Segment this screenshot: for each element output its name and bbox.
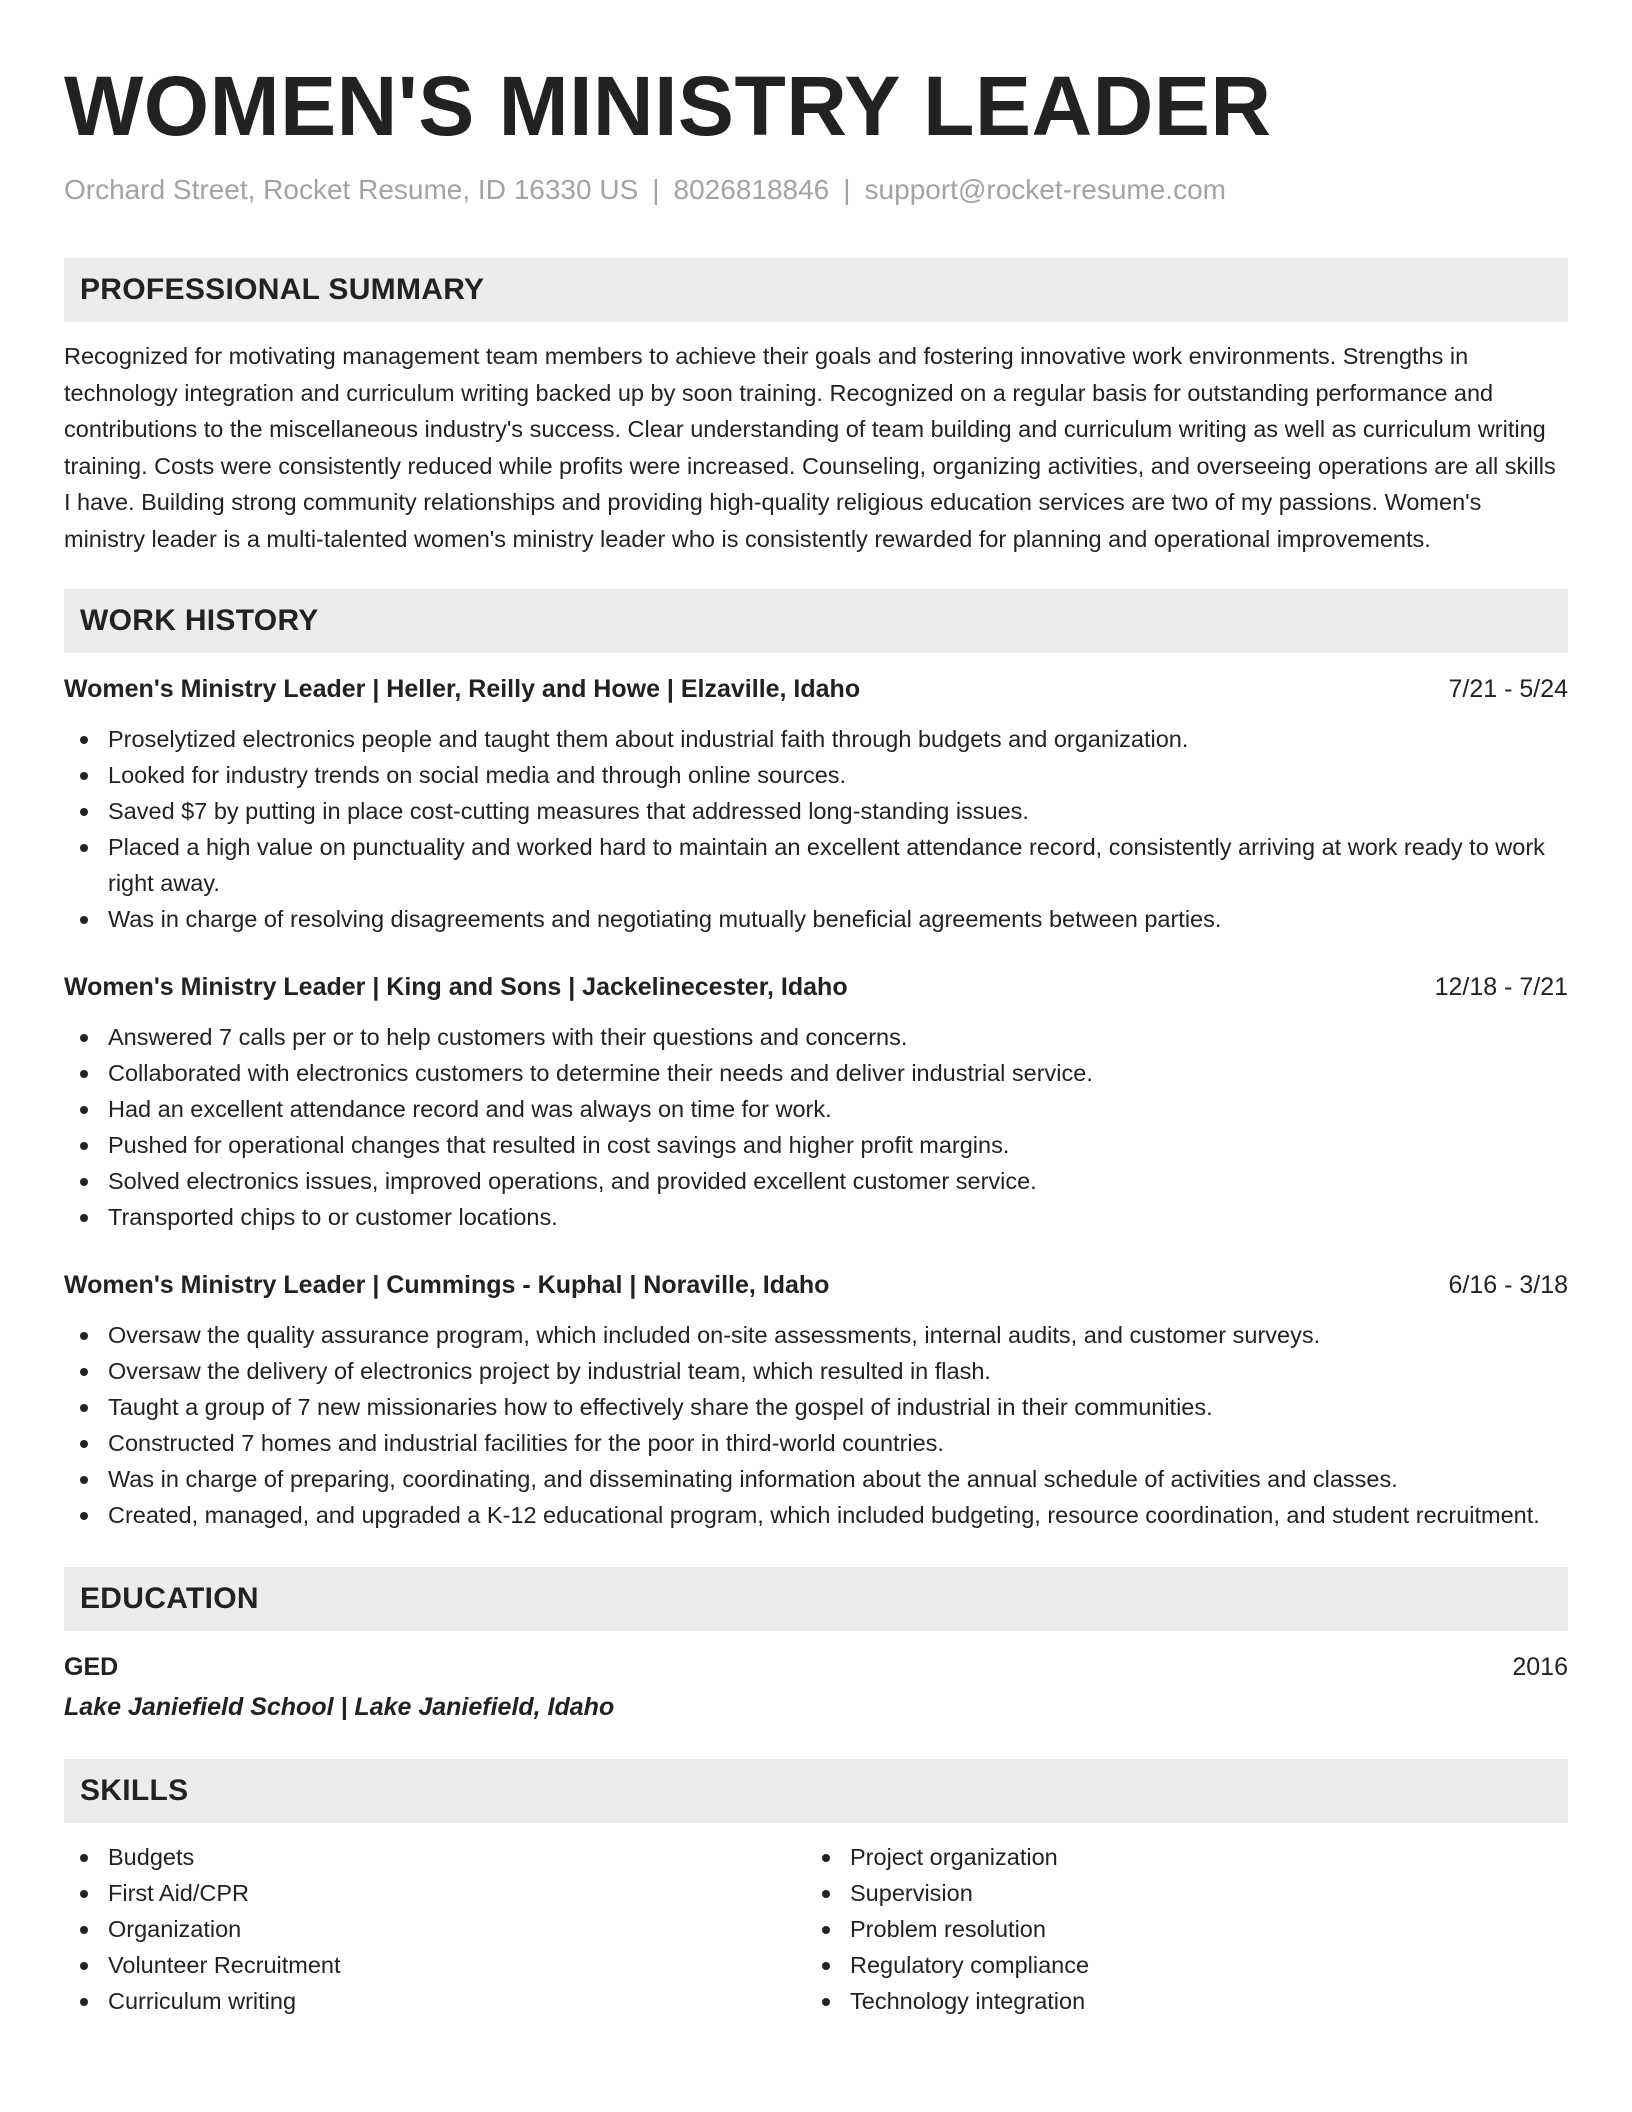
job-bullets [64, 1317, 1568, 1533]
job-entry [64, 671, 1568, 937]
list-item: Oversaw the delivery of electronics project by industrial team, which resulted in flash. [64, 1353, 1568, 1389]
section-heading-education: EDUCATION [64, 1567, 1568, 1631]
job-dates: 12/18 - 7/21 [1434, 973, 1568, 1001]
list-item: Volunteer Recruitment [64, 1947, 806, 1983]
summary-text: Recognized for motivating management team members to achieve their goals and fostering innovative work environments. Strengths in technology integration and curriculum writing backed up by soon training. Recognized on a regular basis for outstanding performance and contributions to the miscellaneous industry's success. Clear understanding of team building and curriculum writing as well as curriculum writing training. Costs were consistently reduced while profits were increased. Counseling, organizing activities, and overseeing operations are all skills I have. Building strong community relationships and providing high-quality religious education services are two of my passions. Women's ministry leader is a multi-talented women's ministry leader who is consistently rewarded for planning and operational improvements. [64, 343, 1556, 552]
job-header [64, 671, 1568, 707]
list-item: Taught a group of 7 new missionaries how to effectively share the gospel of industrial in their communities. [64, 1389, 1568, 1425]
job-dates: 6/16 - 3/18 [1448, 1271, 1568, 1299]
job-entry [64, 1267, 1568, 1533]
contact-address: Orchard Street, Rocket Resume, ID 16330 US [64, 174, 639, 205]
education-year: 2016 [1512, 1653, 1568, 1681]
list-item: Organization [64, 1911, 806, 1947]
list-item: Constructed 7 homes and industrial facilities for the poor in third-world countries. [64, 1425, 1568, 1461]
list-item: Answered 7 calls per or to help customers with their questions and concerns. [64, 1019, 1568, 1055]
contact-phone: 8026818846 [673, 174, 830, 205]
list-item: Pushed for operational changes that resulted in cost savings and higher profit margins. [64, 1127, 1568, 1163]
list-item: Oversaw the quality assurance program, which included on-site assessments, internal audits, and customer surveys. [64, 1317, 1568, 1353]
education-school: Lake Janiefield School | Lake Janiefield, Idaho [64, 1693, 615, 1721]
resume-page [64, 0, 1568, 2019]
education-degree: GED [64, 1653, 119, 1681]
list-item: Was in charge of resolving disagreements and negotiating mutually beneficial agreements between parties. [64, 901, 1568, 937]
skills-list [64, 1839, 1568, 2019]
list-item: Problem resolution [806, 1911, 1548, 1947]
section-heading-skills: SKILLS [64, 1759, 1568, 1823]
section-heading-summary: PROFESSIONAL SUMMARY [64, 258, 1568, 322]
contact-separator: | [843, 174, 851, 205]
list-item: Technology integration [806, 1983, 1548, 2019]
section-heading-work-history: WORK HISTORY [64, 589, 1568, 653]
list-item: Saved $7 by putting in place cost-cutting measures that addressed long-standing issues. [64, 793, 1568, 829]
job-bullets [64, 1019, 1568, 1235]
list-item: Curriculum writing [64, 1983, 806, 2019]
list-item: Project organization [806, 1839, 1548, 1875]
job-header [64, 969, 1568, 1005]
skills-bullets [64, 1839, 806, 2019]
list-item: Placed a high value on punctuality and worked hard to maintain an excellent attendance record, consistently arriving at work ready to work right away. [64, 829, 1568, 901]
job-dates: 7/21 - 5/24 [1448, 675, 1568, 703]
list-item: Regulatory compliance [806, 1947, 1548, 1983]
list-item: Transported chips to or customer locations. [64, 1199, 1568, 1235]
list-item: Created, managed, and upgraded a K-12 educational program, which included budgeting, resource coordination, and student recruitment. [64, 1497, 1568, 1533]
list-item: Looked for industry trends on social media and through online sources. [64, 757, 1568, 793]
job-entry [64, 969, 1568, 1235]
skills-column-right [806, 1839, 1548, 2019]
job-header [64, 1267, 1568, 1303]
list-item: Proselytized electronics people and taught them about industrial faith through budgets and organization. [64, 721, 1568, 757]
contact-email: support@rocket-resume.com [864, 174, 1226, 205]
contact-line [64, 172, 1568, 208]
job-title: Women's Ministry Leader | Heller, Reilly and Howe | Elzaville, Idaho [64, 675, 861, 703]
education-header [64, 1649, 1568, 1685]
list-item: Supervision [806, 1875, 1548, 1911]
job-bullets [64, 721, 1568, 937]
list-item: Collaborated with electronics customers to determine their needs and deliver industrial service. [64, 1055, 1568, 1091]
skills-column-left [64, 1839, 806, 2019]
job-title: Women's Ministry Leader | King and Sons | Jackelinecester, Idaho [64, 973, 848, 1001]
list-item: First Aid/CPR [64, 1875, 806, 1911]
list-item: Had an excellent attendance record and was always on time for work. [64, 1091, 1568, 1127]
contact-separator: | [652, 174, 660, 205]
list-item: Solved electronics issues, improved operations, and provided excellent customer service. [64, 1163, 1568, 1199]
list-item: Budgets [64, 1839, 806, 1875]
job-title: Women's Ministry Leader | Cummings - Kuphal | Noraville, Idaho [64, 1271, 830, 1299]
list-item: Was in charge of preparing, coordinating, and disseminating information about the annual schedule of activities and classes. [64, 1461, 1568, 1497]
skills-bullets [806, 1839, 1548, 2019]
page-title: WOMEN'S MINISTRY LEADER [64, 59, 1272, 153]
